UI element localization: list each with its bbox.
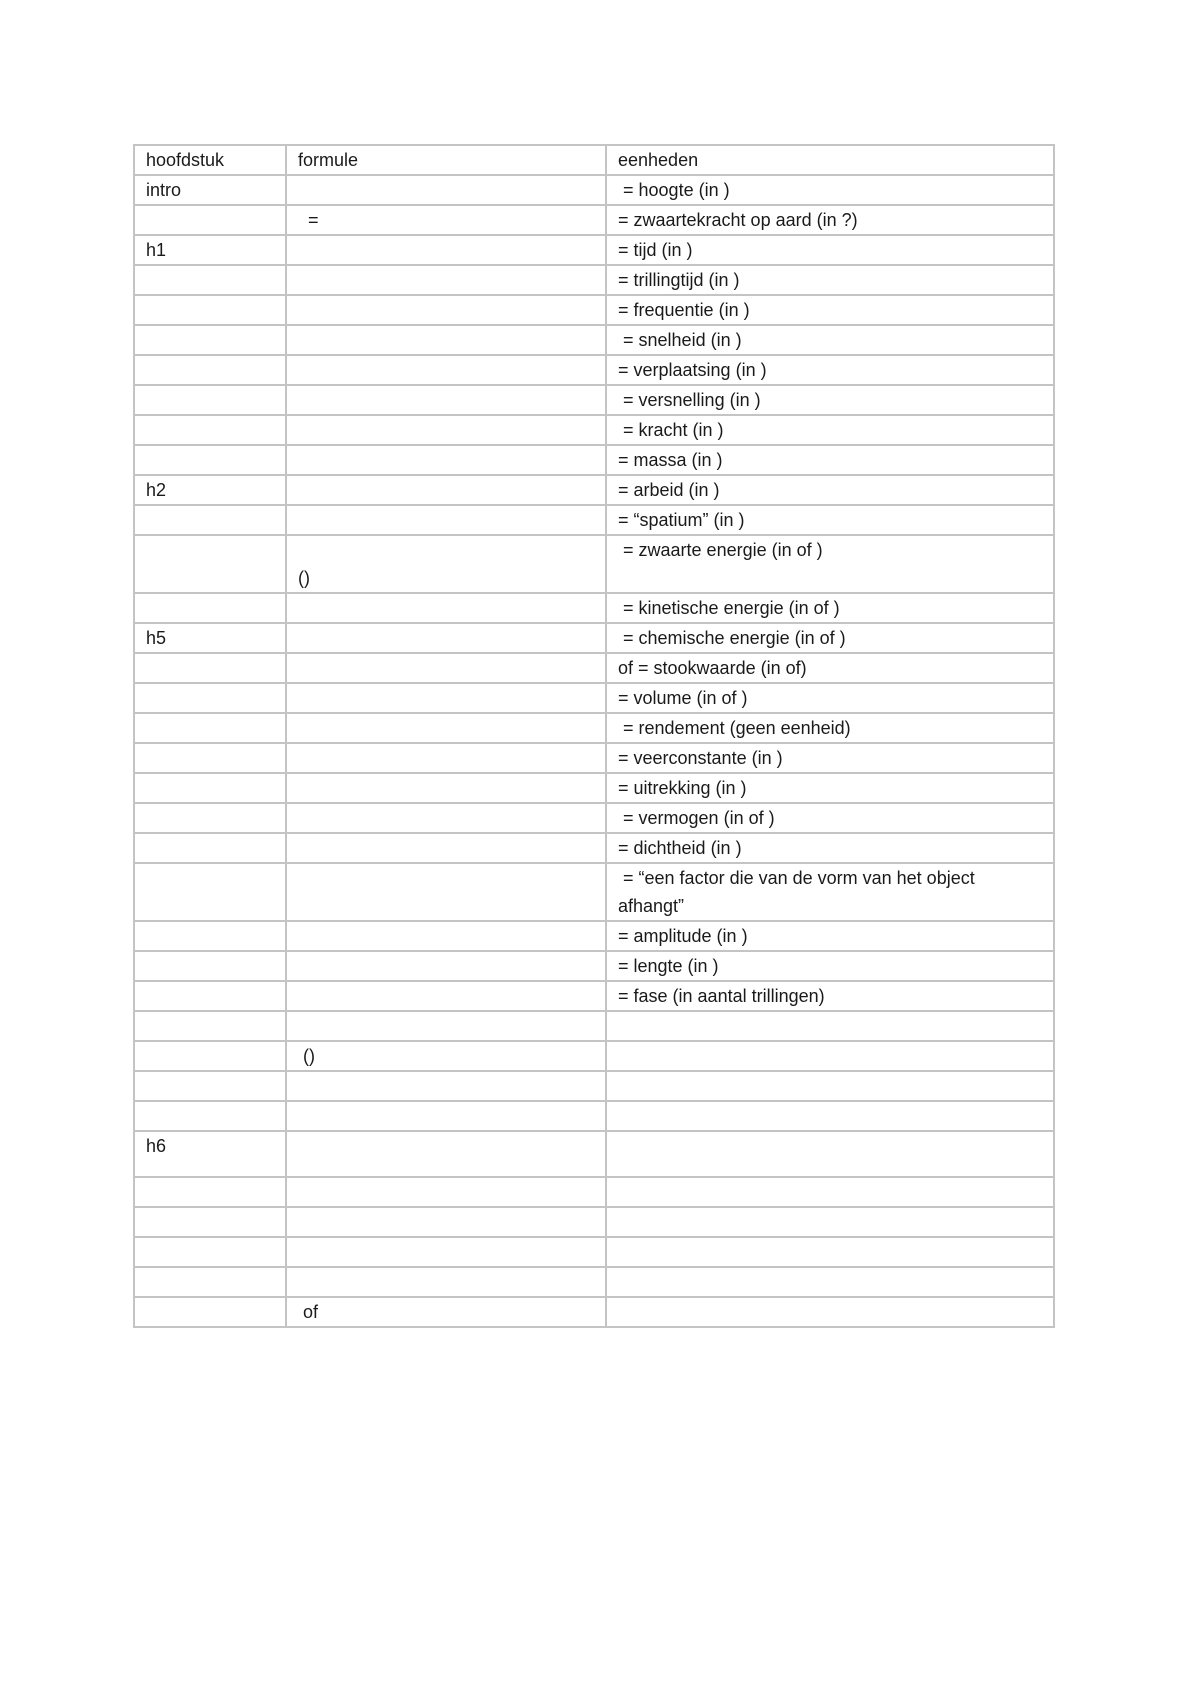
chapter-cell: [134, 593, 286, 623]
chapter-cell: [134, 773, 286, 803]
table-row: [134, 475, 1054, 505]
formula-cell: [286, 713, 606, 743]
formula-cell: [286, 1207, 606, 1237]
table-row: [134, 1071, 1054, 1101]
formula-cell: [286, 1011, 606, 1041]
unit-cell: [606, 1297, 1054, 1327]
unit-cell: = hoogte (in ): [606, 175, 1054, 205]
formula-cell: of: [286, 1297, 606, 1327]
unit-cell: [606, 1177, 1054, 1207]
chapter-cell: [134, 355, 286, 385]
formula-cell: [286, 445, 606, 475]
formula-cell: (): [286, 535, 606, 593]
table-row: [134, 355, 1054, 385]
table-row: [134, 265, 1054, 295]
unit-cell: = chemische energie (in of ): [606, 623, 1054, 653]
formula-cell: [286, 415, 606, 445]
table-row: [134, 683, 1054, 713]
formula-cell: [286, 1071, 606, 1101]
table-header-row: [134, 145, 1054, 175]
formula-cell: [286, 803, 606, 833]
formula-cell: [286, 981, 606, 1011]
chapter-cell: [134, 205, 286, 235]
table-row: [134, 833, 1054, 863]
chapter-cell: [134, 1101, 286, 1131]
chapter-cell: [134, 445, 286, 475]
formula-cell: =: [286, 205, 606, 235]
unit-cell: = rendement (geen eenheid): [606, 713, 1054, 743]
table-row: [134, 1267, 1054, 1297]
table-row: [134, 505, 1054, 535]
table-row: [134, 205, 1054, 235]
formula-cell: [286, 505, 606, 535]
formula-cell: [286, 833, 606, 863]
table-row: [134, 1011, 1054, 1041]
unit-cell: = zwaartekracht op aard (in ?): [606, 205, 1054, 235]
chapter-cell: h2: [134, 475, 286, 505]
unit-cell: = kracht (in ): [606, 415, 1054, 445]
table-row: [134, 445, 1054, 475]
table-row: [134, 743, 1054, 773]
table-row: [134, 175, 1054, 205]
formula-cell: [286, 623, 606, 653]
chapter-cell: [134, 1237, 286, 1267]
chapter-cell: [134, 653, 286, 683]
chapter-cell: [134, 295, 286, 325]
table-row: [134, 713, 1054, 743]
unit-cell: [606, 1071, 1054, 1101]
chapter-cell: [134, 833, 286, 863]
unit-cell: = uitrekking (in ): [606, 773, 1054, 803]
unit-cell: = frequentie (in ): [606, 295, 1054, 325]
formula-cell: [286, 175, 606, 205]
chapter-cell: [134, 325, 286, 355]
unit-cell: = versnelling (in ): [606, 385, 1054, 415]
formula-cell: [286, 1177, 606, 1207]
unit-cell: [606, 1041, 1054, 1071]
table-row: [134, 1101, 1054, 1131]
chapter-cell: intro: [134, 175, 286, 205]
unit-cell: = verplaatsing (in ): [606, 355, 1054, 385]
unit-cell: = dichtheid (in ): [606, 833, 1054, 863]
table-body: [134, 145, 1054, 1327]
table-row: [134, 535, 1054, 593]
table-row: [134, 623, 1054, 653]
chapter-cell: h6: [134, 1131, 286, 1177]
formula-cell: [286, 773, 606, 803]
table-row: [134, 1297, 1054, 1327]
unit-cell: = vermogen (in of ): [606, 803, 1054, 833]
unit-cell: [606, 1267, 1054, 1297]
chapter-cell: [134, 1071, 286, 1101]
table-row: [134, 1041, 1054, 1071]
table-row: [134, 803, 1054, 833]
formula-cell: [286, 355, 606, 385]
chapter-cell: [134, 1011, 286, 1041]
chapter-cell: [134, 505, 286, 535]
formula-cell: [286, 743, 606, 773]
formula-cell: [286, 295, 606, 325]
formula-cell: [286, 1267, 606, 1297]
unit-cell: = “spatium” (in ): [606, 505, 1054, 535]
formula-cell: [286, 1237, 606, 1267]
chapter-cell: [134, 1041, 286, 1071]
formula-cell: [286, 653, 606, 683]
chapter-cell: [134, 1297, 286, 1327]
unit-cell: of = stookwaarde (in of): [606, 653, 1054, 683]
chapter-cell: [134, 951, 286, 981]
chapter-cell: [134, 743, 286, 773]
table-row: [134, 863, 1054, 921]
formula-cell: [286, 325, 606, 355]
chapter-cell: [134, 981, 286, 1011]
table-row: [134, 981, 1054, 1011]
chapter-cell: [134, 535, 286, 593]
formula-cell: [286, 475, 606, 505]
chapter-cell: h5: [134, 623, 286, 653]
unit-cell: [606, 1101, 1054, 1131]
table-row: [134, 295, 1054, 325]
chapter-cell: [134, 713, 286, 743]
table-row: [134, 235, 1054, 265]
formula-cell: [286, 1131, 606, 1177]
table-row: [134, 773, 1054, 803]
unit-cell: = kinetische energie (in of ): [606, 593, 1054, 623]
formula-cell: [286, 921, 606, 951]
table-row: [134, 1237, 1054, 1267]
table-row: [134, 1131, 1054, 1177]
table-row: [134, 385, 1054, 415]
table-row: [134, 593, 1054, 623]
chapter-cell: [134, 863, 286, 921]
unit-cell: = massa (in ): [606, 445, 1054, 475]
unit-cell: [606, 1131, 1054, 1177]
table-row: [134, 653, 1054, 683]
unit-cell: = “een factor die van de vorm van het object afhangt”: [606, 863, 1054, 921]
table-row: [134, 325, 1054, 355]
chapter-cell: [134, 1267, 286, 1297]
unit-cell: [606, 1207, 1054, 1237]
unit-cell: = zwaarte energie (in of ): [606, 535, 1054, 593]
formula-table: [133, 144, 1055, 1328]
formula-cell: [286, 385, 606, 415]
unit-cell: [606, 1011, 1054, 1041]
formula-cell: [286, 683, 606, 713]
chapter-cell: [134, 1177, 286, 1207]
unit-cell: = fase (in aantal trillingen): [606, 981, 1054, 1011]
table-row: [134, 951, 1054, 981]
chapter-cell: h1: [134, 235, 286, 265]
chapter-cell: [134, 803, 286, 833]
formula-cell: [286, 863, 606, 921]
unit-cell: = amplitude (in ): [606, 921, 1054, 951]
unit-cell: = lengte (in ): [606, 951, 1054, 981]
formula-cell: [286, 235, 606, 265]
unit-cell: = tijd (in ): [606, 235, 1054, 265]
formula-cell: [286, 951, 606, 981]
chapter-cell: [134, 1207, 286, 1237]
formula-cell: [286, 593, 606, 623]
table-row: [134, 1177, 1054, 1207]
formula-cell: [286, 265, 606, 295]
table-row: [134, 415, 1054, 445]
chapter-cell: [134, 265, 286, 295]
table-row: [134, 921, 1054, 951]
header-hoofdstuk: hoofdstuk: [134, 145, 286, 175]
chapter-cell: [134, 415, 286, 445]
unit-cell: = snelheid (in ): [606, 325, 1054, 355]
header-formule: formule: [286, 145, 606, 175]
unit-cell: = arbeid (in ): [606, 475, 1054, 505]
unit-cell: = volume (in of ): [606, 683, 1054, 713]
chapter-cell: [134, 385, 286, 415]
table-row: [134, 1207, 1054, 1237]
formula-cell: (): [286, 1041, 606, 1071]
unit-cell: = trillingtijd (in ): [606, 265, 1054, 295]
unit-cell: = veerconstante (in ): [606, 743, 1054, 773]
chapter-cell: [134, 921, 286, 951]
header-eenheden: eenheden: [606, 145, 1054, 175]
formula-cell: [286, 1101, 606, 1131]
unit-cell: [606, 1237, 1054, 1267]
chapter-cell: [134, 683, 286, 713]
